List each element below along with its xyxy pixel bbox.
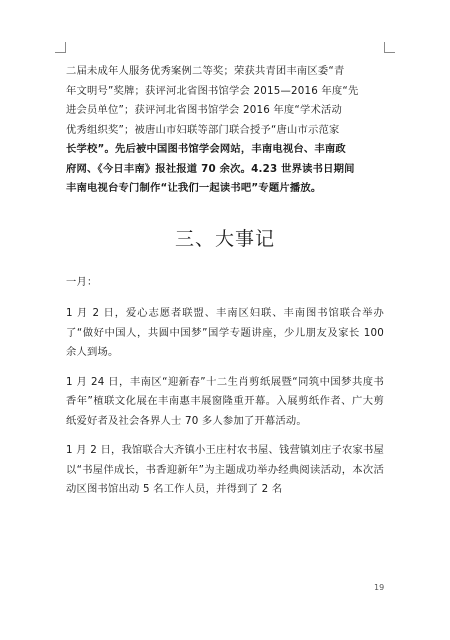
intro-line: 年文明号”奖牌；获评河北省图书馆学会 2015—2016 年度“先 <box>66 84 359 97</box>
event-paragraph: 1 月 24 日，丰南区“迎新春”十二生肖剪纸展暨“同筑中国梦共度书香年”植联文化展在丰南惠丰展窗隆重开幕。入展剪纸作者、广大剪纸爱好者及社会各界人士 70 多人参加了开幕活动。 <box>66 375 384 427</box>
page-corner-mark-top-right <box>384 42 395 53</box>
page-number: 19 <box>374 583 385 592</box>
event-paragraph: 1 月 2 日，爱心志愿者联盟、丰南区妇联、丰南图书馆联合举办了“做好中国人，共圆中国梦”国学专题讲座，少儿朋友及家长 100 余人到场。 <box>66 307 384 358</box>
intro-line: 丰南电视台专门制作“让我们一起读书吧”专题片播放。 <box>66 182 322 194</box>
event-paragraph: 1 月 2 日，我馆联合大齐镇小王庄村农书屋、钱营镇刘庄子农家书屋以“书屋伴成长，书香迎新年”为主题成功举办经典阅读活动，本次活动区图书馆出动 5 名工作人员，并得到了 2 名 <box>66 444 384 495</box>
intro-line: 进会员单位”；获评河北省图书馆学会 2016 年度“学术活动 <box>66 104 342 116</box>
intro-line: 二届未成年人服务优秀案例二等奖；荣获共青团丰南区委“青 <box>66 65 345 77</box>
section-heading: 三、大事记 <box>174 227 275 250</box>
page-corner-mark-top-left <box>55 42 66 53</box>
month-label: 一月： <box>66 275 98 288</box>
intro-line: 优秀组织奖”；被唐山市妇联等部门联合授予“唐山市示范家 <box>66 123 340 136</box>
intro-line: 府网、《今日丰南》报社报道 70 余次。4.23 世界读书日期间 <box>66 162 355 175</box>
document-body <box>66 62 384 510</box>
intro-paragraph <box>66 62 384 199</box>
intro-line: 长学校”。先后被中国图书馆学会网站，丰南电视台、丰南政 <box>66 143 346 155</box>
